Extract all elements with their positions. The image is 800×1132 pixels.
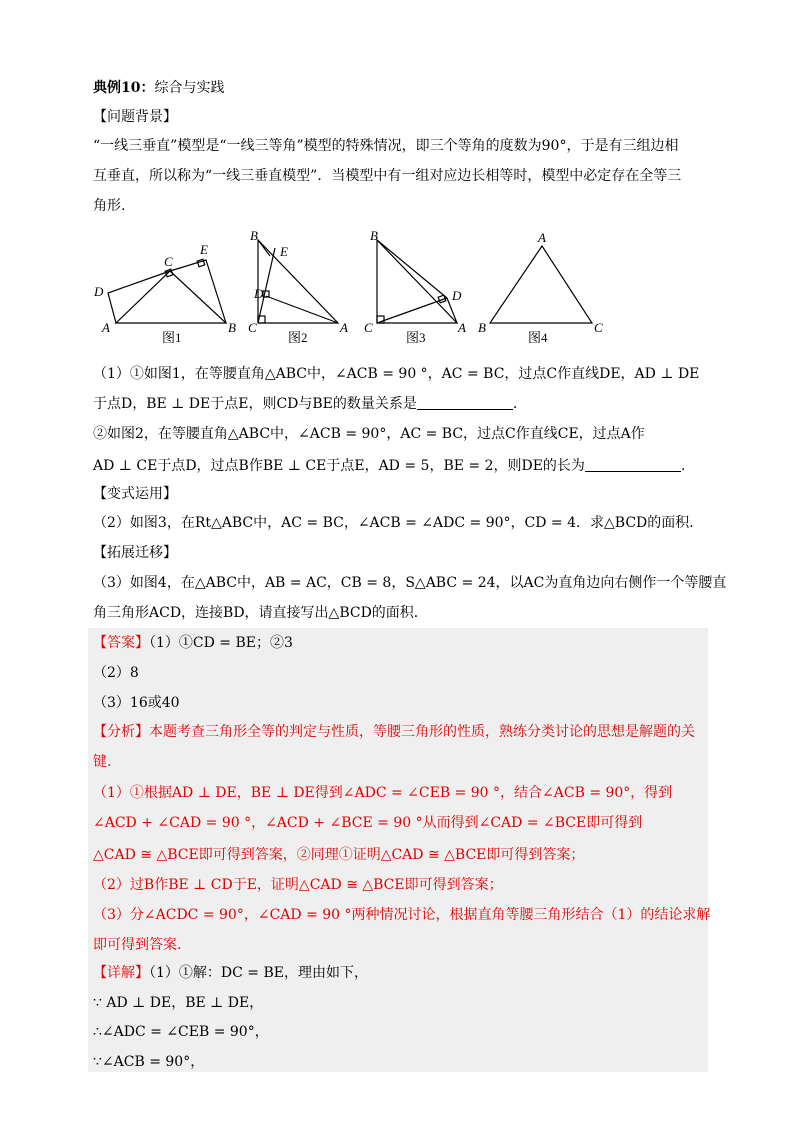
analysis-step-3: △CAD ≅ △BCE即可得到答案，②同理①证明△CAD ≅ △BCE即可得到答案；: [93, 847, 585, 863]
fig3-label-a: A: [458, 320, 466, 335]
figures-row: [90, 228, 620, 350]
intro-line-2: 互垂直，所以称为“一线三垂直模型”．当模型中有一组对应边长相等时，模型中必定存在全等三: [93, 168, 682, 184]
detail-first: （1）①解：DC = BE，理由如下，: [149, 965, 368, 981]
answer-blank-1: [417, 395, 513, 410]
fig4-label-c: C: [594, 320, 603, 335]
q3-line-1: （3）如图4，在△ABC中，AB = AC，CB = 8，S△ABC = 24，以AC为直角边向右侧作一个等腰直: [93, 575, 727, 591]
analysis-step-1: （1）①根据AD ⊥ DE，BE ⊥ DE得到∠ADC = ∠CEB = 90 °，结合∠ACB = 90°，得到: [93, 785, 673, 801]
detail-line-3: ∴∠ADC = ∠CEB = 90°，: [93, 1024, 269, 1040]
fig1-triangle: [116, 271, 226, 323]
fig3-label-d: D: [452, 288, 462, 303]
fig2-label-d: D: [254, 286, 264, 301]
answer-3: （3）16或40: [93, 695, 180, 711]
answer-2: （2）8: [93, 665, 139, 681]
analysis-line-1: [93, 722, 695, 742]
answer-blank-2: [585, 457, 681, 472]
fig3-caption: 图3: [406, 330, 426, 345]
analysis-step-2: ∠ACD + ∠CAD = 90 °，∠ACD + ∠BCE = 90 °从而得到∠CAD = ∠BCE即可得到: [93, 815, 643, 831]
fig1-caption: 图1: [162, 330, 182, 345]
fig2-label-b: B: [250, 228, 258, 243]
q2-line: （2）如图3，在Rt△ABC中，AC = BC，∠ACB = ∠ADC = 90°，CD = 4．求△BCD的面积．: [93, 515, 704, 531]
fig2-triangle: [258, 240, 338, 323]
fig1-label-c: C: [164, 254, 173, 269]
intro-line-1: “一线三垂直”模型是“一线三等角”模型的特殊情况，即三个等角的度数为90°，于是有三组边相: [93, 138, 679, 154]
detail-line-4: ∵∠ACB = 90°，: [93, 1054, 205, 1070]
analysis-text-1: 本题考查三角形全等的判定与性质，等腰三角形的性质，熟练分类讨论的思想是解题的关: [149, 724, 695, 740]
detail-line-1: [93, 963, 368, 983]
answer-line-1: [93, 633, 293, 653]
example-topic: 综合与实践: [154, 80, 225, 96]
figure-2: [258, 240, 338, 323]
figures-svg: [90, 228, 620, 350]
q3-line-2: 角三角形ACD，连接BD，请直接写出△BCD的面积．: [93, 605, 428, 621]
answer-1: （1）①CD = BE；②3: [149, 635, 293, 651]
fig4-label-b: B: [478, 320, 486, 335]
section-extension-heading: 【拓展迁移】: [93, 545, 177, 561]
q1-line-1: （1）①如图1，在等腰直角△ABC中，∠ACB = 90 °，AC = BC，过点C作直线DE，AD ⊥ DE: [93, 366, 700, 382]
answer-heading: 【答案】: [93, 635, 149, 651]
fig1-label-e: E: [200, 242, 208, 257]
analysis-step-6: 即可得到答案.: [93, 937, 182, 953]
analysis-step-4: （2）过B作BE ⊥ CD于E，证明△CAD ≅ △BCE即可得到答案；: [93, 877, 503, 893]
fig2-caption: 图2: [288, 330, 308, 345]
fig4-triangle: [490, 246, 592, 323]
fig1-label-a: A: [102, 320, 110, 335]
detail-heading: 【详解】: [93, 965, 149, 981]
fig1-label-d: D: [94, 284, 104, 299]
example-title: [93, 78, 224, 98]
section-background-heading: 【问题背景】: [93, 109, 177, 125]
q1-line-2: 于点D，BE ⊥ DE于点E，则CD与BE的数量关系是 .: [93, 396, 518, 412]
fig3-label-c: C: [364, 320, 373, 335]
fig1-label-b: B: [228, 320, 236, 335]
q1-line-3: ②如图2，在等腰直角△ABC中，∠ACB = 90°，AC = BC，过点C作直线CE，过点A作: [93, 426, 645, 442]
fig2-label-e: E: [280, 244, 288, 259]
figure-3: [377, 240, 457, 323]
q1-line-4: AD ⊥ CE于点D，过点B作BE ⊥ CE于点E，AD = 5，BE = 2，则DE的长为 .: [93, 458, 686, 474]
detail-line-2: ∵ AD ⊥ DE，BE ⊥ DE，: [93, 995, 264, 1011]
analysis-heading: 【分析】: [93, 724, 149, 740]
q1-line-2-text: 于点D，BE ⊥ DE于点E，则CD与BE的数量关系是: [93, 396, 417, 412]
figure-4: [490, 246, 592, 323]
analysis-text-2: 键.: [93, 754, 112, 770]
fig4-label-a: A: [538, 230, 546, 245]
intro-line-3: 角形.: [93, 198, 126, 214]
fig3-triangle: [377, 240, 457, 323]
q1-line-4-text: AD ⊥ CE于点D，过点B作BE ⊥ CE于点E，AD = 5，BE = 2，则DE的长为: [93, 458, 585, 474]
example-number: 典例10：: [93, 80, 155, 96]
fig4-caption: 图4: [528, 330, 548, 345]
analysis-step-5: （3）分∠ACDC = 90°，∠CAD = 90 °两种情况讨论，根据直角等腰三角形结合（1）的结论求解: [93, 907, 711, 923]
fig2-label-a: A: [340, 320, 348, 335]
fig2-label-c: C: [248, 320, 257, 335]
section-variation-heading: 【变式运用】: [93, 486, 177, 502]
fig3-label-b: B: [370, 228, 378, 243]
